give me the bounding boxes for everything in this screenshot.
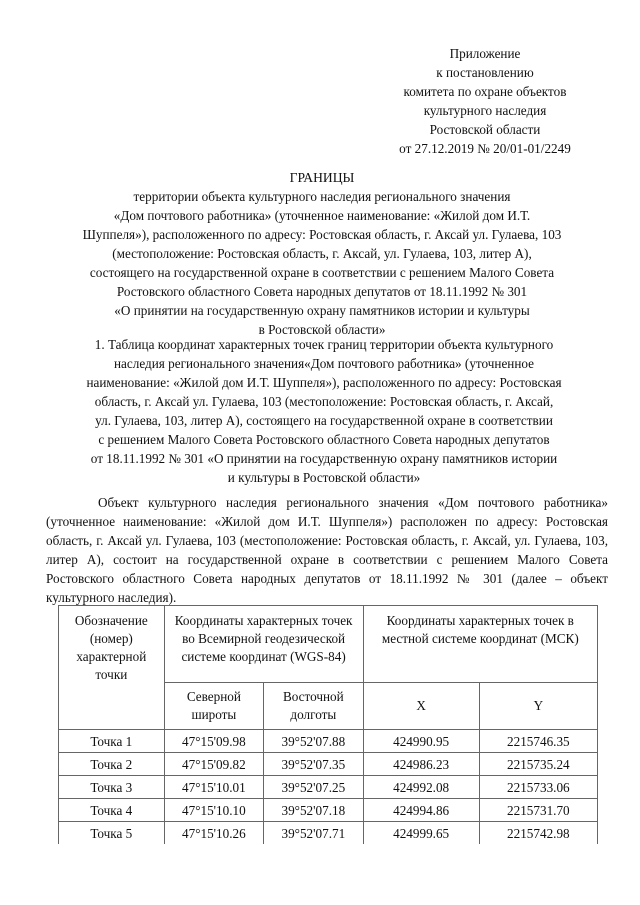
section-1-heading xyxy=(46,335,602,487)
coordinates-table xyxy=(58,605,598,844)
header-wgs84-group: Координаты характерных точек во Всемирной геодезической системе координат (WGS-84) xyxy=(164,606,363,683)
section-line: область, г. Аксай ул. Гулаева, 103 (местоположение: Ростовская область, г. Аксай, xyxy=(94,394,554,409)
section-line: с решением Малого Совета Ростовского областного Совета народных депутатов xyxy=(98,432,550,447)
cell-latitude: 47°15'09.98 xyxy=(164,730,263,753)
document-heading: ГРАНИЦЫ xyxy=(289,170,355,185)
title-line: «Дом почтового работника» (уточненное наименование: «Жилой дом И.Т. xyxy=(113,208,531,223)
cell-x: 424990.95 xyxy=(363,730,479,753)
title-line: состоящего на государственной охране в соответствии с решением Малого Совета xyxy=(89,265,555,280)
cell-longitude: 39°52'07.88 xyxy=(264,730,363,753)
annex-line: Ростовской области xyxy=(429,122,541,137)
table-row xyxy=(59,822,598,845)
title-line: Ростовского областного Совета народных депутатов от 18.11.1992 № 301 xyxy=(116,284,528,299)
annex-line: к постановлению xyxy=(436,65,534,80)
header-y: Y xyxy=(479,683,597,730)
cell-point: Точка 5 xyxy=(59,822,165,845)
cell-x: 424994.86 xyxy=(363,799,479,822)
section-line: и культуры в Ростовской области» xyxy=(227,470,421,485)
table-row xyxy=(59,753,598,776)
table-row xyxy=(59,776,598,799)
title-line: «О принятии на государственную охрану памятников истории и культуры xyxy=(114,303,530,318)
section-line: наследия регионального значения«Дом почтового работника» (уточненное xyxy=(113,356,535,371)
cell-y: 2215746.35 xyxy=(479,730,597,753)
title-line: Шуппеля»), расположенного по адресу: Ростовская область, г. Аксай ул. Гулаева, 103 xyxy=(82,227,562,242)
header-point-designation: Обозначение (номер) характерной точки xyxy=(59,606,165,730)
header-x: X xyxy=(363,683,479,730)
cell-x: 424999.65 xyxy=(363,822,479,845)
annex-block xyxy=(360,44,610,158)
annex-line: комитета по охране объектов xyxy=(403,84,567,99)
cell-latitude: 47°15'10.10 xyxy=(164,799,263,822)
cell-longitude: 39°52'07.35 xyxy=(264,753,363,776)
annex-line: Приложение xyxy=(449,46,521,61)
section-line: от 18.11.1992 № 301 «О принятии на государственную охрану памятников истории xyxy=(90,451,558,466)
header-north-latitude: Северной широты xyxy=(164,683,263,730)
cell-longitude: 39°52'07.18 xyxy=(264,799,363,822)
cell-point: Точка 4 xyxy=(59,799,165,822)
header-east-longitude: Восточной долготы xyxy=(264,683,363,730)
cell-point: Точка 3 xyxy=(59,776,165,799)
object-description-paragraph: Объект культурного наследия регионального значения «Дом почтового работника» (уточненное наименование: «Жилой дом И.Т. Шуппеля») расположен по адресу: Ростовская область, г. Аксай ул. Гулаева, 103 (местоположение: Ростовская область, г. Аксай, ул. Гулаева, 103, литер А), состоит на государственной охране в соответствии с решением Малого Совета Ростовского областного Совета народных депутатов от 18.11.1992 № 301 (далее – объект культурного наследия). xyxy=(46,495,608,605)
cell-latitude: 47°15'10.01 xyxy=(164,776,263,799)
cell-x: 424986.23 xyxy=(363,753,479,776)
cell-longitude: 39°52'07.71 xyxy=(264,822,363,845)
cell-latitude: 47°15'09.82 xyxy=(164,753,263,776)
cell-y: 2215742.98 xyxy=(479,822,597,845)
cell-x: 424992.08 xyxy=(363,776,479,799)
title-line: в Ростовской области» xyxy=(258,322,386,337)
cell-longitude: 39°52'07.25 xyxy=(264,776,363,799)
section-line: наименование: «Жилой дом И.Т. Шуппеля»), расположенного по адресу: Ростовская xyxy=(86,375,562,390)
cell-point: Точка 1 xyxy=(59,730,165,753)
table-row xyxy=(59,799,598,822)
cell-point: Точка 2 xyxy=(59,753,165,776)
section-line: 1. Таблица координат характерных точек границ территории объекта культурного xyxy=(94,337,554,352)
cell-y: 2215733.06 xyxy=(479,776,597,799)
cell-y: 2215731.70 xyxy=(479,799,597,822)
cell-y: 2215735.24 xyxy=(479,753,597,776)
title-line: территории объекта культурного наследия регионального значения xyxy=(133,189,511,204)
annex-line: от 27.12.2019 № 20/01-01/2249 xyxy=(399,141,571,156)
header-msk-group: Координаты характерных точек в местной системе координат (МСК) xyxy=(363,606,597,683)
section-line: ул. Гулаева, 103, литер А), состоящего на государственной охране в соответствии xyxy=(95,413,553,428)
cell-latitude: 47°15'10.26 xyxy=(164,822,263,845)
title-line: (местоположение: Ростовская область, г. Аксай, ул. Гулаева, 103, литер А), xyxy=(112,246,532,261)
table-row xyxy=(59,730,598,753)
annex-line: культурного наследия xyxy=(423,103,547,118)
title-block xyxy=(62,168,582,339)
